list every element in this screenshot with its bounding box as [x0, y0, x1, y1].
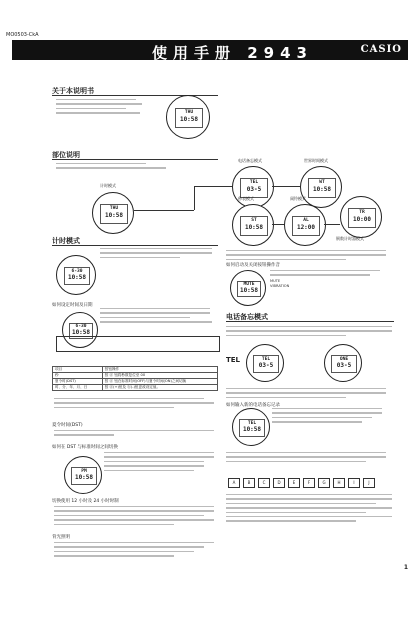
char-box: E [288, 478, 300, 488]
label-stopwatch-mode: 秒表模式 [238, 196, 254, 201]
section-rule [226, 321, 394, 322]
set-time-steps [100, 308, 212, 326]
label-countdown-mode: 倒数计时器模式 [336, 236, 364, 241]
watch-setting: 6-30 10:58 [62, 312, 98, 348]
table-header: 按钮操作 [102, 367, 217, 373]
subhead-tone: 如何启动及关闭按钮操作音 [226, 263, 280, 268]
table-header: 项目 [53, 367, 103, 373]
char-box: I [348, 478, 360, 488]
backlight-text [54, 542, 214, 557]
mode-arrow [272, 186, 300, 187]
right-notes [226, 250, 386, 260]
table-row: 秒 按 ⓓ 钮将秒数复位至 00 [53, 373, 218, 379]
new-memo-steps [272, 408, 382, 423]
title-bar [12, 40, 408, 60]
guide-text [56, 163, 166, 169]
subhead-backlight: 背光照明 [52, 535, 70, 540]
telememo-final-notes [226, 494, 392, 522]
section-timekeeping: 计时模式 [52, 237, 80, 245]
tone-vibration-label: VIBRATION [270, 283, 290, 288]
subhead-dst: 夏令时间(DST) [52, 423, 83, 428]
char-box: B [243, 478, 255, 488]
char-box: H [333, 478, 345, 488]
subhead-12-24: 切换使用 12 小时及 24 小时时制 [52, 499, 119, 504]
label-alarm-mode: 闹铃模式 [290, 196, 306, 201]
telememo-notes [226, 388, 386, 398]
section-rule [52, 159, 218, 160]
manual-title: 使用手册 2943 [152, 44, 313, 62]
subhead-set-time: 如何设定时间及日期 [52, 303, 93, 308]
setting-table [52, 366, 218, 391]
watch-alarm: AL 12:00 [284, 204, 326, 246]
watch-countdown: TR 10:00 [340, 196, 382, 238]
char-box: A [228, 478, 240, 488]
watch-dst: PM 10:58 [64, 456, 102, 494]
casio-logo: CASIO [360, 44, 402, 55]
mode-arrow [272, 224, 284, 225]
watch-telememo-record: ONE 03-5 [324, 344, 362, 382]
subhead-new-memo: 如何输入新的电话备忘记录 [226, 403, 280, 408]
setting-sequence [56, 336, 220, 352]
watch-telememo-detail: TEL 03-5 [246, 344, 284, 382]
mode-arrow [324, 224, 340, 225]
subhead-dst-toggle: 如何在 DST 与标准时间之间切换 [52, 445, 118, 450]
section-guide: 部位说明 [52, 151, 80, 159]
watch-new-memo: TEL 10:58 [232, 408, 270, 446]
mode-arrow [194, 186, 232, 187]
watch-day: THU [184, 109, 194, 115]
watch-time: 10:58 [179, 116, 199, 124]
label-timekeeping-mode: 计时模式 [100, 183, 116, 188]
hour12-text [54, 506, 214, 525]
dst-text [54, 430, 214, 436]
char-box: J [363, 478, 375, 488]
mode-arrow [134, 210, 194, 211]
watch-timekeeping-detail: 6-30 10:58 [56, 255, 96, 295]
tel-indicator: TEL [226, 356, 241, 364]
phone-char-strip [228, 478, 375, 488]
char-box: G [318, 478, 330, 488]
watch-telememo: TEL 03-5 [232, 166, 274, 208]
char-box: C [258, 478, 270, 488]
mode-arrow [194, 186, 195, 210]
timekeeping-notes [54, 398, 214, 408]
new-memo-steps-2 [226, 452, 386, 465]
about-text [56, 99, 144, 117]
tone-text [270, 270, 380, 289]
label-telememo-mode: 电话备忘模式 [238, 158, 262, 163]
watch-worldtime: WT 10:58 [300, 166, 342, 208]
timekeeping-text [100, 248, 212, 258]
section-telememo: 电话备忘模式 [226, 313, 268, 321]
table-row: 夏令时(DST) 按 ⓓ 钮在标准时间(OFF)与夏令时间(ON)之间切换 [53, 379, 218, 385]
section-about: 关于本说明书 [52, 87, 94, 95]
char-box: F [303, 478, 315, 488]
watch-lcd [175, 108, 204, 128]
document-code: MO0503-CkA [6, 32, 39, 38]
telememo-intro [226, 326, 392, 336]
section-rule [52, 245, 218, 246]
watch-illustration-about [166, 95, 210, 139]
watch-tone: MUTE 10:58 [230, 270, 266, 306]
dst-steps [104, 452, 214, 471]
page-number: 1 [403, 564, 408, 571]
label-worldtime-mode: 世界时间模式 [304, 158, 328, 163]
watch-timekeeping: THU 10:58 [92, 192, 134, 234]
table-row: 时、分、年、月、日 按 ⓓ(+)钮及 ⓑ(-)钮更改设定值。 [53, 385, 218, 391]
tone-mute-label: MUTE [270, 278, 281, 283]
watch-stopwatch: ST 10:58 [232, 204, 274, 246]
char-box: D [273, 478, 285, 488]
